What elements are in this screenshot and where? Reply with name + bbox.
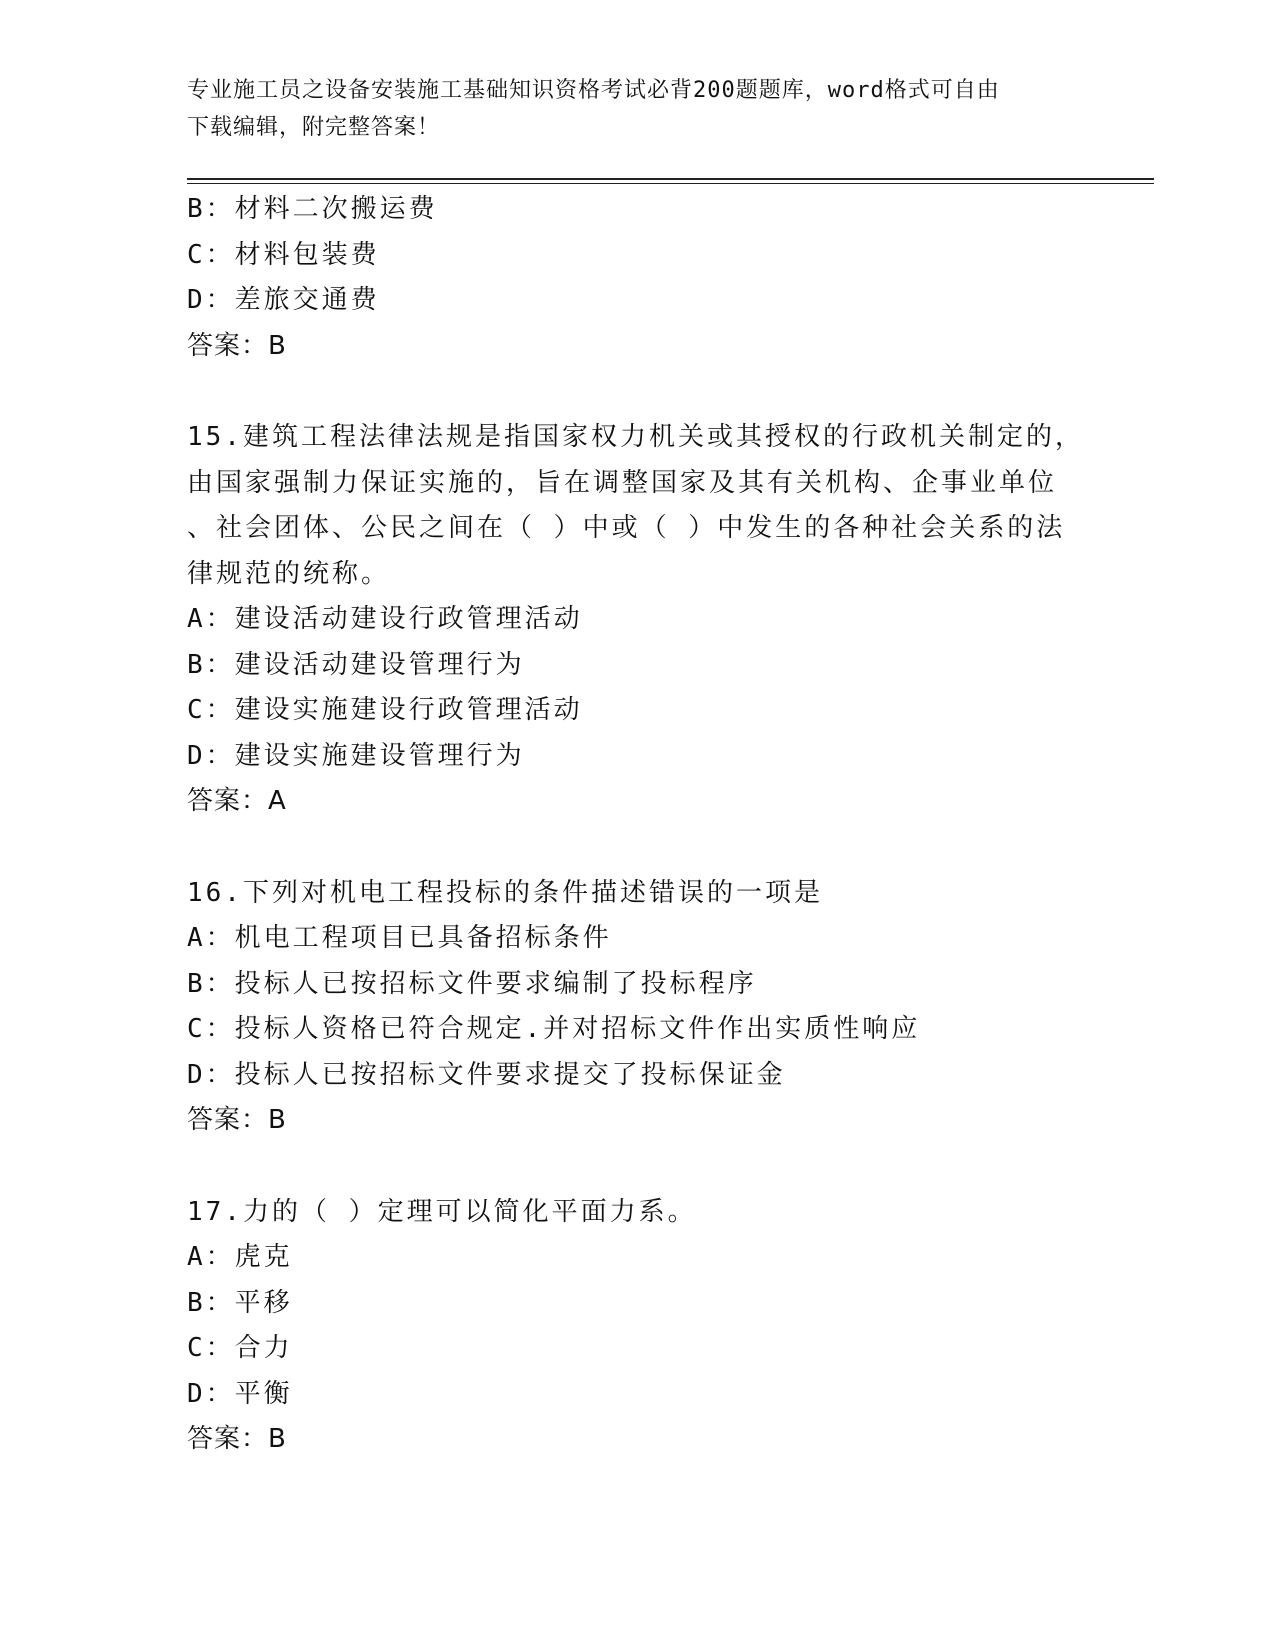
document-header — [187, 72, 1087, 146]
q17-option-c: C：合力 — [187, 1333, 293, 1363]
header-divider-thick — [187, 178, 1154, 180]
q15-question-line-2: 由国家强制力保证实施的，旨在调整国家及其有关机构、企事业单位 — [187, 467, 1058, 498]
spacer — [187, 369, 1067, 415]
q15-option-c: C：建设实施建设行政管理活动 — [187, 695, 583, 725]
q14-option-c: C：材料包装费 — [187, 239, 380, 270]
q17-option-d: D：平衡 — [187, 1378, 293, 1409]
spacer — [187, 825, 1067, 871]
question-17-block — [187, 1190, 1067, 1463]
header-divider-thin — [187, 183, 1154, 184]
q15-option-a: A：建设活动建设行政管理活动 — [187, 604, 583, 634]
q15-question-line-1: 15.建筑工程法律法规是指国家权力机关或其授权的行政机关制定的， — [187, 422, 1084, 452]
q17-option-a: A：虎克 — [187, 1242, 293, 1272]
q14-answer: 答案：B — [187, 330, 287, 361]
q16-option-a: A：机电工程项目已具备招标条件 — [187, 923, 612, 953]
q15-question-line-4: 律规范的统称。 — [187, 558, 391, 589]
q14-option-d: D：差旅交通费 — [187, 285, 380, 315]
q15-option-b: B：建设活动建设管理行为 — [187, 649, 525, 680]
q17-option-b: B：平移 — [187, 1287, 293, 1318]
q16-option-b: B：投标人已按招标文件要求编制了投标程序 — [187, 968, 757, 999]
q16-option-d: D：投标人已按招标文件要求提交了投标保证金 — [187, 1059, 786, 1090]
q16-option-c: C：投标人资格已符合规定.并对招标文件作出实质性响应 — [187, 1014, 921, 1044]
spacer — [187, 1144, 1067, 1190]
question-14-block — [187, 187, 1067, 369]
question-15-block — [187, 415, 1084, 825]
q16-answer: 答案：B — [187, 1105, 287, 1135]
q15-answer: 答案：A — [187, 786, 287, 816]
header-line-1: 专业施工员之设备安装施工基础知识资格考试必背200题题库，word格式可自由 — [187, 78, 1000, 103]
q17-answer: 答案：B — [187, 1424, 287, 1454]
q15-option-d: D：建设实施建设管理行为 — [187, 740, 525, 771]
q15-question-line-3: 、社会团体、公民之间在（ ）中或（ ）中发生的各种社会关系的法 — [187, 513, 1066, 543]
q17-question-line-1: 17.力的（ ）定理可以简化平面力系。 — [187, 1196, 697, 1227]
q16-question-line-1: 16.下列对机电工程投标的条件描述错误的一项是 — [187, 877, 823, 908]
question-16-block — [187, 871, 1067, 1144]
header-line-2: 下载编辑，附完整答案！ — [187, 115, 441, 140]
question-list — [187, 187, 1084, 1463]
q14-option-b: B：材料二次搬运费 — [187, 194, 438, 224]
